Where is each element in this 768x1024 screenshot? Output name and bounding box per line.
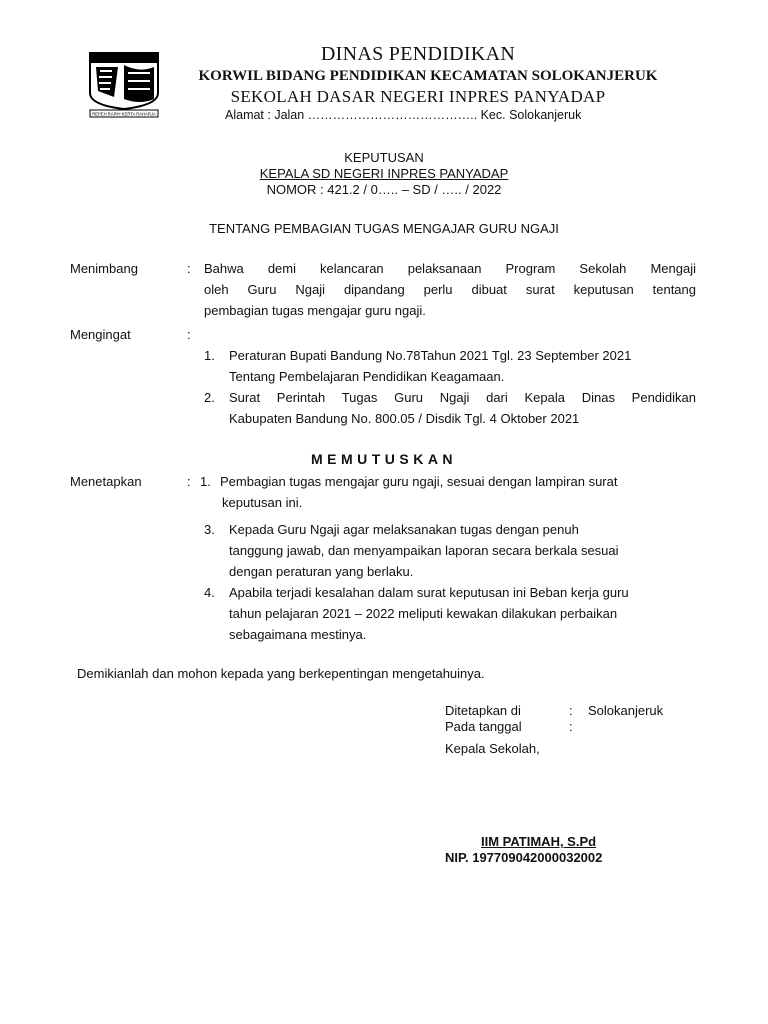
logo-motto: REPEH RAPIH KERTA RAHARJA: [92, 111, 156, 117]
memutuskan-heading: MEMUTUSKAN: [310, 451, 458, 467]
menimbang-line: Bahwa demi kelancaran pelaksanaan Program Sekolah Mengaji: [204, 261, 696, 276]
menetapkan-item-number: 3.: [204, 522, 215, 537]
signature-place-colon: :: [569, 703, 573, 718]
mengingat-item-number: 1.: [204, 348, 215, 363]
signature-place-value: Solokanjeruk: [588, 703, 664, 718]
menetapkan-item-text: Kepada Guru Ngaji agar melaksanakan tugas dengan penuh: [229, 522, 579, 537]
menimbang-label: Menimbang: [70, 261, 138, 276]
menimbang-colon: :: [187, 261, 191, 276]
menetapkan-item-text: keputusan ini.: [222, 495, 303, 510]
signatory-name: IIM PATIMAH, S.Pd: [481, 834, 597, 849]
letterhead-address: Alamat : Jalan ………………………………….. Kec. Solokanjeruk: [225, 108, 582, 122]
mengingat-item-number: 2.: [204, 390, 215, 405]
decree-number: NOMOR : 421.2 / 0….. – SD / ….. / 2022: [266, 182, 502, 197]
mengingat-item-text: Kabupaten Bandung No. 800.05 / Disdik Tgl. 4 Oktober 2021: [229, 411, 580, 426]
mengingat-item-text: Surat Perintah Tugas Guru Ngaji dari Kepala Dinas Pendidikan: [229, 390, 696, 405]
menetapkan-item-text: dengan peraturan yang berlaku.: [229, 564, 414, 579]
regency-crest-icon: [84, 49, 164, 119]
menetapkan-item-text: tanggung jawab, dan menyampaikan laporan secara berkala sesuai: [229, 543, 619, 558]
decree-issuer-wrap: [0, 166, 768, 181]
menimbang-line: oleh Guru Ngaji dipandang perlu dibuat surat keputusan tentang: [204, 282, 696, 297]
menetapkan-item-text: Apabila terjadi kesalahan dalam surat keputusan ini Beban kerja guru: [229, 585, 629, 600]
mengingat-colon: :: [187, 327, 191, 342]
mengingat-item-text: Peraturan Bupati Bandung No.78Tahun 2021 Tgl. 23 September 2021: [229, 348, 632, 363]
signature-date-colon: :: [569, 719, 573, 734]
menetapkan-item-text: tahun pelajaran 2021 – 2022 meliputi kewakan dilakukan perbaikan: [229, 606, 618, 621]
menetapkan-item-text: sebagaimana mestinya.: [229, 627, 367, 642]
menetapkan-item-text: Pembagian tugas mengajar guru ngaji, sesuai dengan lampiran surat: [220, 474, 618, 489]
menetapkan-label: Menetapkan: [70, 474, 142, 489]
signature-role: Kepala Sekolah,: [445, 741, 540, 756]
decree-title: KEPUTUSAN: [344, 150, 424, 165]
decree-issuer: KEPALA SD NEGERI INPRES PANYADAP: [259, 166, 509, 181]
mengingat-label: Mengingat: [70, 327, 131, 342]
menetapkan-item-number: 1.: [200, 474, 211, 489]
signature-date-label: Pada tanggal: [445, 719, 522, 734]
signature-place-label: Ditetapkan di: [445, 703, 521, 718]
letterhead-line-3: SEKOLAH DASAR NEGERI INPRES PANYADAP: [230, 87, 606, 106]
closing-statement: Demikianlah dan mohon kepada yang berkepentingan mengetahuinya.: [77, 666, 485, 681]
letterhead-line-2: KORWIL BIDANG PENDIDIKAN KECAMATAN SOLOKANJERUK: [198, 68, 658, 84]
menetapkan-item-number: 4.: [204, 585, 215, 600]
decree-subject: TENTANG PEMBAGIAN TUGAS MENGAJAR GURU NGAJI: [209, 221, 559, 236]
mengingat-item-text: Tentang Pembelajaran Pendidikan Keagamaan.: [229, 369, 505, 384]
signatory-nip: NIP. 197709042000032002: [445, 850, 603, 865]
menetapkan-colon: :: [187, 474, 191, 489]
menimbang-line: pembagian tugas mengajar guru ngaji.: [204, 303, 426, 318]
letterhead-line-1: DINAS PENDIDIKAN: [320, 43, 516, 65]
